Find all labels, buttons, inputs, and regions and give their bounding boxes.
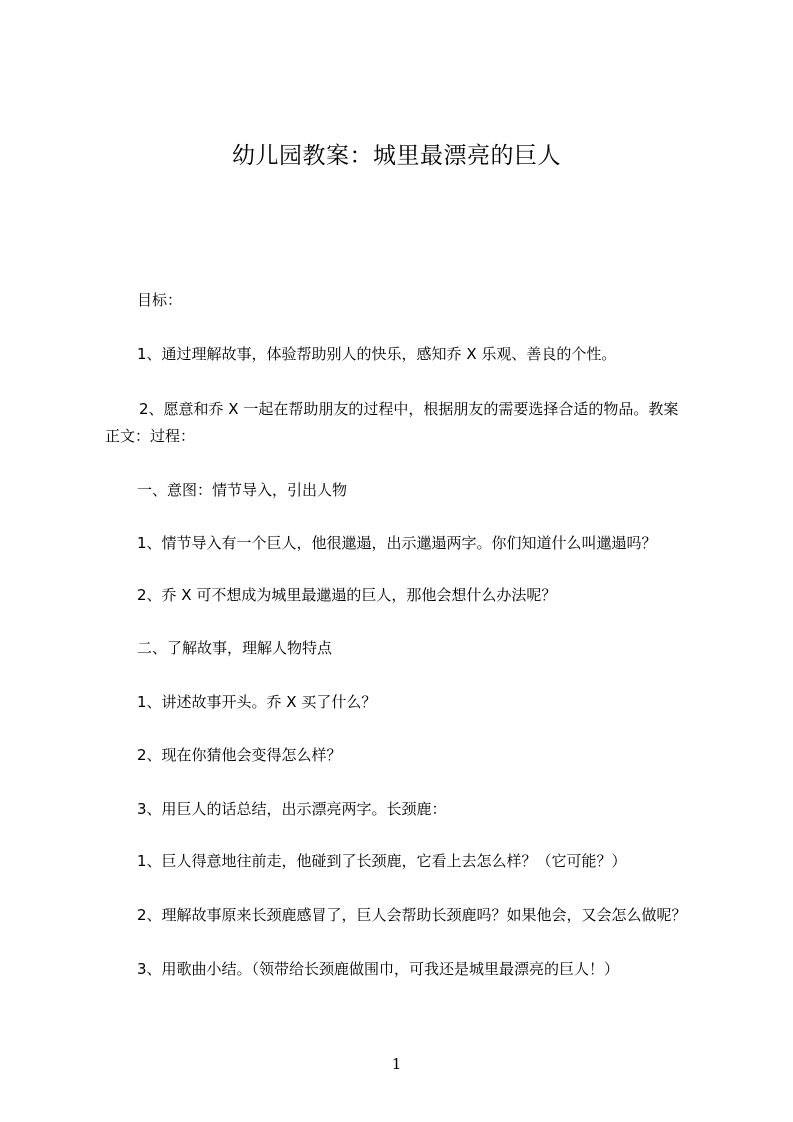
page-number: 1 bbox=[391, 1055, 402, 1073]
section-2-item-2: 2、现在你猜他会变得怎么样？ bbox=[137, 746, 342, 764]
section-2-item-1: 1、讲述故事开头。乔 X 买了什么？ bbox=[137, 693, 377, 711]
giraffe-item-1: 1、巨人得意地往前走，他碰到了长颈鹿，它看上去怎么样？（它可能？） bbox=[137, 852, 627, 870]
section-2-heading: 二、了解故事，理解人物特点 bbox=[137, 639, 333, 657]
giraffe-item-2: 2、理解故事原来长颈鹿感冒了，巨人会帮助长颈鹿吗？如果他会，又会怎么做呢？ bbox=[137, 906, 687, 924]
objective-2: 2、愿意和乔 X 一起在帮助朋友的过程中，根据朋友的需要选择合适的物品。教案 bbox=[139, 400, 679, 418]
document-title: 幼儿园教案：城里最漂亮的巨人 bbox=[232, 143, 561, 169]
section-2-item-3: 3、用巨人的话总结，出示漂亮两字。长颈鹿： bbox=[137, 800, 447, 818]
objectives-heading: 目标： bbox=[137, 291, 183, 309]
section-1-heading: 一、意图：情节导入，引出人物 bbox=[137, 481, 348, 499]
section-1-item-2: 2、乔 X 可不想成为城里最邋遢的巨人，那他会想什么办法呢？ bbox=[137, 586, 557, 604]
objective-1: 1、通过理解故事，体验帮助别人的快乐，感知乔 X 乐观、善良的个性。 bbox=[137, 345, 617, 363]
giraffe-item-3: 3、用歌曲小结。（领带给长颈鹿做围巾，可我还是城里最漂亮的巨人！） bbox=[137, 960, 620, 978]
objective-2-continuation: 正文：过程： bbox=[105, 427, 196, 445]
section-1-item-1: 1、情节导入有一个巨人，他很邋遢，出示邋遢两字。你们知道什么叫邋遢吗？ bbox=[137, 534, 657, 552]
